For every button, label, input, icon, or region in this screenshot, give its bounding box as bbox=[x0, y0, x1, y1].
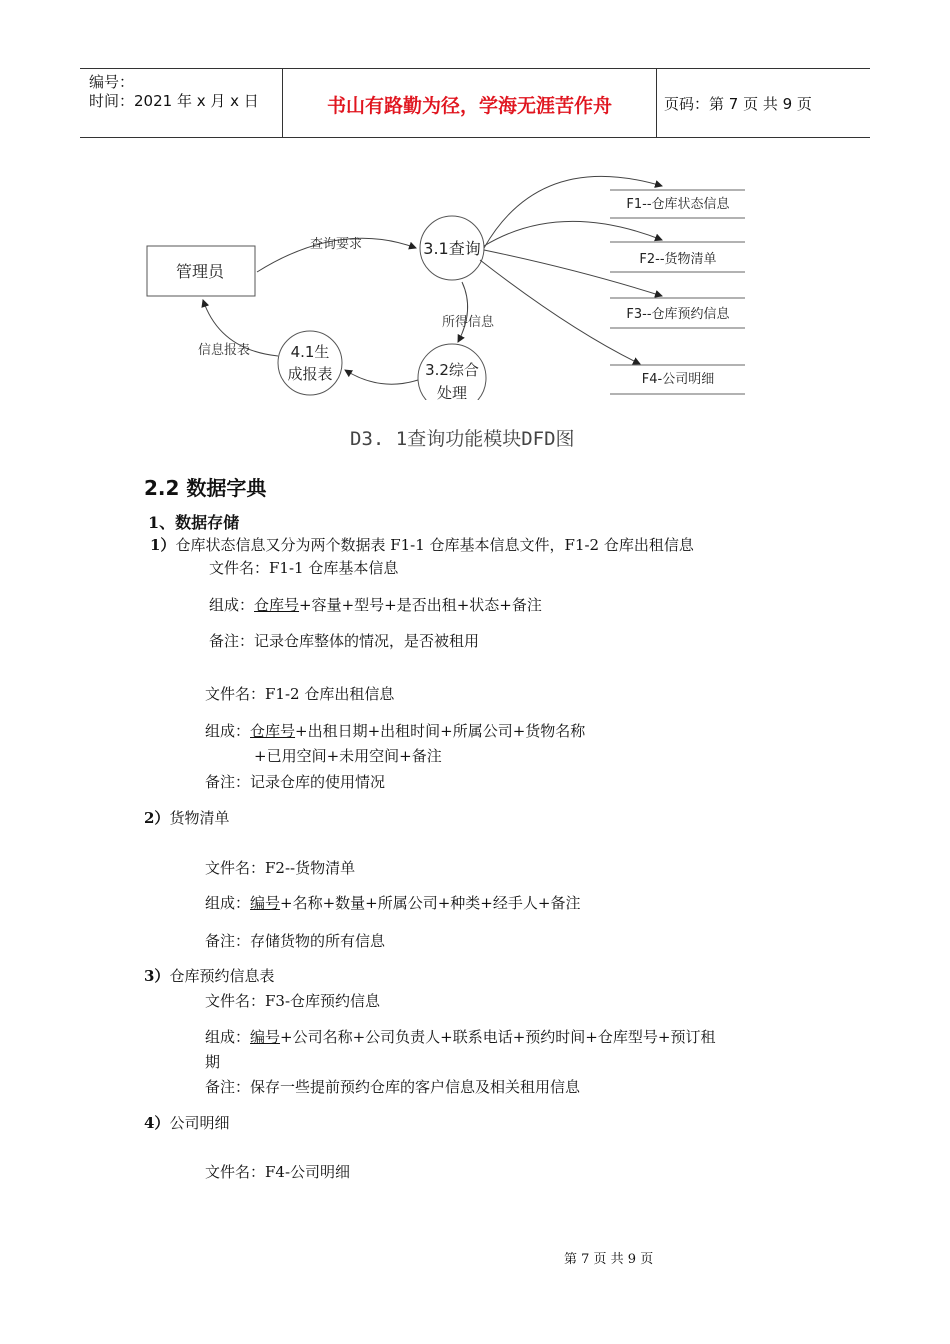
item1-b-composition-cont: +已用空间+未用空间+备注 bbox=[254, 747, 442, 765]
item2-heading-text: 货物清单 bbox=[169, 809, 230, 827]
item1-b-note: 备注：记录仓库的使用情况 bbox=[205, 773, 386, 791]
header-motto-cell bbox=[282, 69, 657, 137]
item1-a-note: 备注：记录仓库整体的情况，是否被租用 bbox=[209, 632, 480, 650]
item1-a-composition bbox=[209, 595, 542, 615]
document-date: 时间：2021 年 x 月 x 日 bbox=[89, 92, 259, 110]
item1-heading-text: 仓库状态信息又分为两个数据表 F1-1 仓库基本信息文件，F1-2 仓库出租信息 bbox=[175, 536, 694, 554]
item1-number: 1） bbox=[150, 536, 176, 554]
item4-heading bbox=[144, 1113, 229, 1133]
comp-fields: +公司名称+公司负责人+联系电话+预约时间+仓库型号+预订租 bbox=[280, 1028, 716, 1046]
flow-report-label: 信息报表 bbox=[197, 343, 251, 358]
comp-key: 仓库号 bbox=[250, 722, 296, 740]
flow-info-arrow bbox=[458, 282, 468, 342]
page-header bbox=[80, 68, 870, 138]
flow-info-label: 所得信息 bbox=[441, 315, 495, 330]
diagram-caption: D3. 1查询功能模块DFD图 bbox=[350, 428, 575, 450]
comp-key: 编号 bbox=[250, 1028, 281, 1046]
store-f2-label: F2--货物清单 bbox=[639, 252, 717, 267]
comp-fields: +容量+型号+是否出租+状态+备注 bbox=[299, 596, 542, 614]
comp-label: 组成： bbox=[205, 722, 251, 740]
process-report-label-1: 4.1生 bbox=[290, 343, 330, 361]
item1-b-composition bbox=[205, 721, 585, 741]
store-f4-label: F4-公司明细 bbox=[641, 372, 715, 387]
comp-label: 组成： bbox=[205, 1028, 251, 1046]
item2-composition bbox=[205, 893, 580, 913]
item2-number: 2） bbox=[144, 809, 170, 827]
item3-heading-text: 仓库预约信息表 bbox=[169, 967, 275, 985]
comp-key: 编号 bbox=[250, 894, 281, 912]
item1-heading bbox=[150, 535, 694, 555]
motto: 书山有路勤为径，学海无涯苦作舟 bbox=[326, 95, 612, 117]
dfd-diagram bbox=[140, 160, 760, 400]
process-combine-label-2: 处理 bbox=[436, 384, 468, 400]
flow-to-f1-arrow bbox=[484, 176, 662, 248]
header-page-info: 页码：第 7 页 共 9 页 bbox=[664, 95, 812, 113]
item3-file: 文件名：F3-仓库预约信息 bbox=[205, 992, 381, 1010]
header-meta bbox=[80, 69, 282, 137]
item2-heading bbox=[144, 808, 229, 828]
flow-combine-to-report-arrow bbox=[345, 370, 418, 384]
item3-heading bbox=[144, 966, 274, 986]
process-query-label: 3.1查询 bbox=[423, 239, 481, 258]
process-report-circle bbox=[278, 331, 342, 395]
comp-key: 仓库号 bbox=[254, 596, 300, 614]
store-f1-label: F1--仓库状态信息 bbox=[626, 197, 730, 212]
store-f3-label: F3--仓库预约信息 bbox=[626, 307, 730, 322]
entity-label: 管理员 bbox=[175, 262, 225, 281]
flow-to-f3-arrow bbox=[484, 250, 662, 296]
section-subtitle: 1、数据存储 bbox=[148, 513, 240, 532]
item3-number: 3） bbox=[144, 967, 170, 985]
comp-label: 组成： bbox=[205, 894, 251, 912]
comp-fields: +名称+数量+所属公司+种类+经手人+备注 bbox=[280, 894, 581, 912]
item2-note: 备注：存储货物的所有信息 bbox=[205, 932, 386, 950]
process-combine-label-1: 3.2综合 bbox=[425, 361, 479, 379]
item4-number: 4） bbox=[144, 1114, 170, 1132]
item3-composition bbox=[205, 1027, 715, 1047]
item1-a-file: 文件名：F1-1 仓库基本信息 bbox=[209, 559, 399, 577]
flow-to-f4-arrow bbox=[480, 260, 640, 364]
comp-label: 组成： bbox=[209, 596, 255, 614]
item3-composition-cont: 期 bbox=[205, 1053, 221, 1071]
item4-heading-text: 公司明细 bbox=[169, 1114, 230, 1132]
process-report-label-2: 成报表 bbox=[287, 365, 333, 383]
item1-b-file: 文件名：F1-2 仓库出租信息 bbox=[205, 685, 395, 703]
item2-file: 文件名：F2--货物清单 bbox=[205, 859, 356, 877]
section-title: 2.2 数据字典 bbox=[144, 476, 267, 500]
page-footer: 第 7 页 共 9 页 bbox=[564, 1252, 654, 1267]
item4-file: 文件名：F4-公司明细 bbox=[205, 1163, 351, 1181]
item3-note: 备注：保存一些提前预约仓库的客户信息及相关租用信息 bbox=[205, 1078, 581, 1096]
flow-query-label: 查询要求 bbox=[309, 237, 363, 252]
document-number: 编号： bbox=[89, 73, 135, 91]
comp-fields: +出租日期+出租时间+所属公司+货物名称 bbox=[295, 722, 586, 740]
